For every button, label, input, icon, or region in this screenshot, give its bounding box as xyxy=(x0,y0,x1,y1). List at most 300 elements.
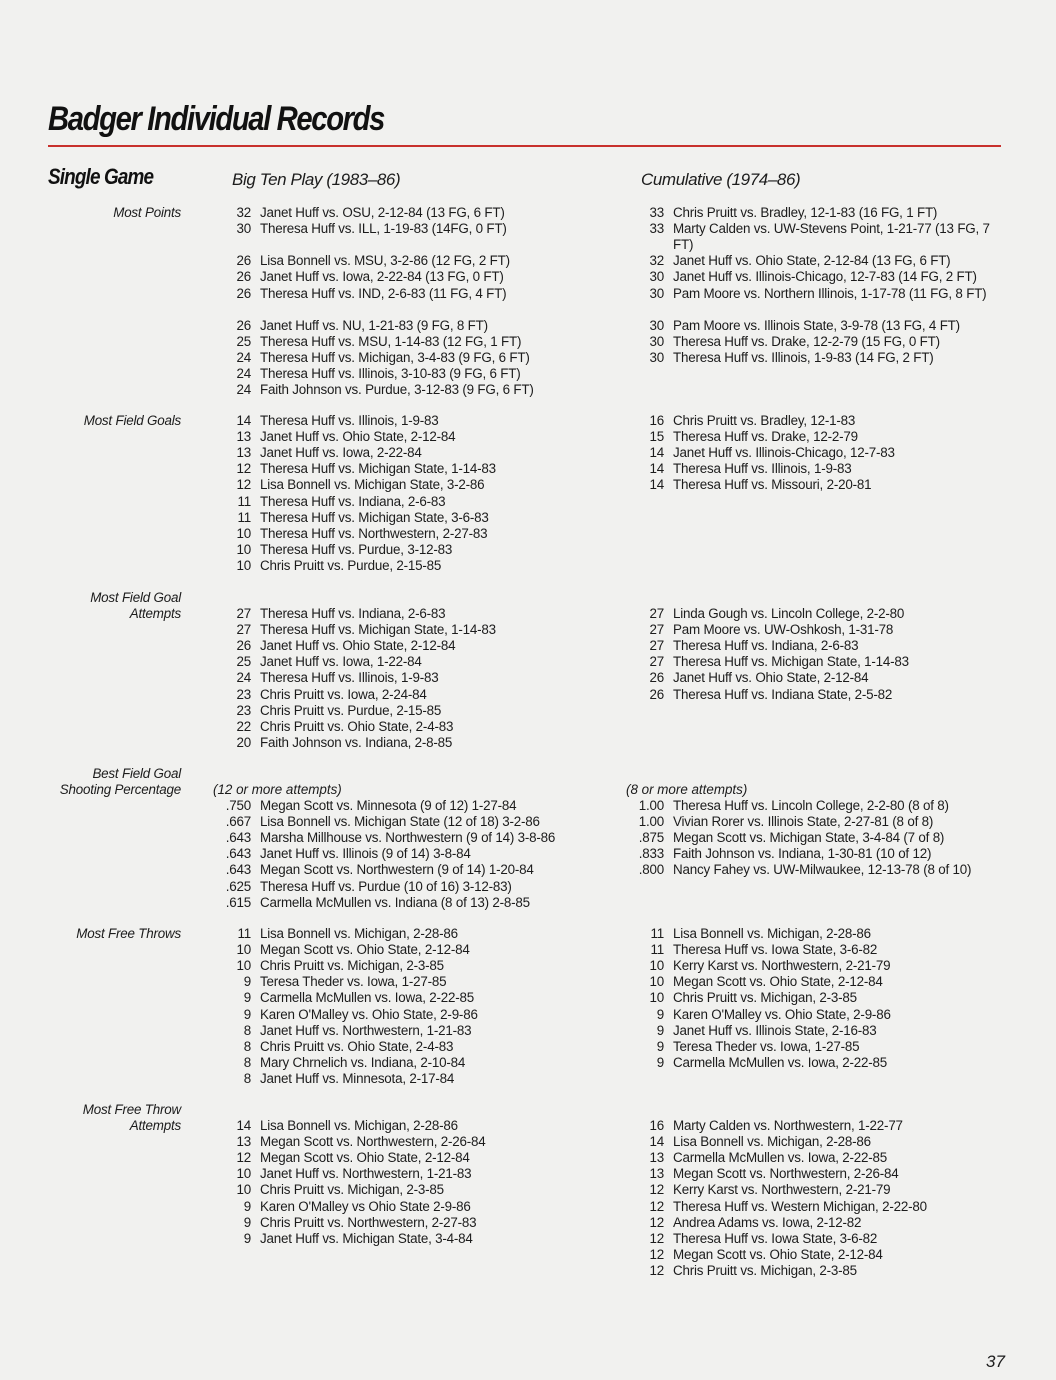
record-entry xyxy=(650,942,878,958)
record-entry xyxy=(236,1134,486,1150)
record-entry xyxy=(243,974,447,990)
record-entry xyxy=(649,285,1013,302)
record-holder: Chris Pruitt vs. Michigan, 2-3-85 xyxy=(673,990,857,1006)
record-value: 11 xyxy=(237,493,251,509)
record-holder: Theresa Huff vs. Lincoln College, 2-2-80 (8 of 8) xyxy=(673,798,949,813)
record-holder: Carmella McMullen vs. Indiana (8 of 13) 2-8-85 xyxy=(260,894,530,910)
record-value: 10 xyxy=(236,958,251,974)
record-holder: Theresa Huff vs. Iowa State, 3-6-82 xyxy=(673,1230,878,1246)
record-entry xyxy=(638,862,972,878)
record-entry xyxy=(237,509,489,526)
record-holder: Janet Huff vs. Iowa, 2-22-84 (13 FG, 0 FT) xyxy=(260,269,504,285)
record-holder: Nancy Fahey vs. UW-Milwaukee, 12-13-78 (8 of 10) xyxy=(673,862,972,878)
record-holder: Janet Huff vs. OSU, 2-12-84 (13 FG, 6 FT) xyxy=(260,205,505,220)
record-value: 23 xyxy=(236,702,251,718)
record-value: 13 xyxy=(649,1166,664,1182)
record-holder: Lisa Bonnell vs. Michigan, 2-28-86 xyxy=(260,1118,458,1133)
record-holder: Theresa Huff vs. Indiana State, 2-5-82 xyxy=(673,686,893,702)
record-entry xyxy=(236,317,488,334)
record-value: 10 xyxy=(236,1166,251,1182)
category-label xyxy=(11,1102,181,1134)
record-holder: Theresa Huff vs. Michigan State, 1-14-83 xyxy=(260,622,496,638)
record-value: 8 xyxy=(243,1054,251,1070)
record-holder: Janet Huff vs. Michigan State, 3-4-84 xyxy=(260,1230,473,1246)
record-value: 8 xyxy=(243,1038,251,1054)
record-holder: Theresa Huff vs. IND, 2-6-83 (11 FG, 4 FT) xyxy=(260,285,507,301)
record-holder: Theresa Huff vs. Michigan, 3-4-83 (9 FG, 6 FT) xyxy=(260,349,530,365)
record-value: 9 xyxy=(243,1230,251,1246)
record-value: .615 xyxy=(225,894,251,910)
record-holder: Linda Gough vs. Lincoln College, 2-2-80 xyxy=(673,606,905,621)
record-holder: Chris Pruitt vs. Bradley, 12-1-83 xyxy=(673,413,856,428)
category-label xyxy=(11,926,181,942)
record-holder: Theresa Huff vs. Purdue, 3-12-83 xyxy=(260,541,453,557)
record-holder: Theresa Huff vs. ILL, 1-19-83 (14FG, 0 FT) xyxy=(260,221,507,237)
category-label xyxy=(11,766,181,798)
category-label-line: Most Field Goals xyxy=(83,413,181,428)
record-holder: Kerry Karst vs. Northwestern, 2-21-79 xyxy=(673,1182,891,1198)
record-value: 30 xyxy=(649,349,664,365)
record-entry xyxy=(236,638,456,654)
record-entry xyxy=(649,461,852,477)
record-value: 8 xyxy=(243,1070,251,1086)
record-holder: Lisa Bonnell vs. Michigan, 2-28-86 xyxy=(673,1134,871,1150)
record-holder: Teresa Theder vs. Iowa, 1-27-85 xyxy=(673,1038,860,1054)
record-entry xyxy=(638,814,934,830)
record-holder: Janet Huff vs. Ohio State, 2-12-84 xyxy=(260,429,456,445)
record-holder: Theresa Huff vs. Michigan State, 1-14-83 xyxy=(673,654,909,670)
record-value: 13 xyxy=(236,1134,251,1150)
record-holder: Theresa Huff vs. Illinois, 3-10-83 (9 FG, 6 FT) xyxy=(260,366,521,381)
record-value: 10 xyxy=(236,557,251,573)
record-entry xyxy=(236,686,427,703)
record-value: 27 xyxy=(649,606,664,621)
record-holder: Janet Huff vs. Illinois (9 of 14) 3-8-84 xyxy=(260,846,471,862)
record-holder: Marsha Millhouse vs. Northwestern (9 of 14) 3-8-86 xyxy=(260,830,556,846)
record-value: 30 xyxy=(649,333,664,349)
record-entry xyxy=(649,622,894,638)
page-number: 37 xyxy=(986,1352,1005,1371)
record-value: 24 xyxy=(236,366,251,381)
record-holder: Janet Huff vs. Northwestern, 1-21-83 xyxy=(260,1022,472,1038)
record-entry xyxy=(649,1134,871,1150)
big-ten-note: (12 or more attempts) xyxy=(213,782,342,797)
record-entry xyxy=(236,654,422,670)
record-entry xyxy=(649,958,891,974)
record-value: 25 xyxy=(236,333,251,349)
record-holder: Marty Calden vs. UW-Stevens Point, 1-21-77 (13 FG, 7 FT) xyxy=(673,221,990,253)
record-entry xyxy=(649,990,857,1006)
record-value: 27 xyxy=(649,638,664,654)
record-holder: Chris Pruitt vs. Northwestern, 2-27-83 xyxy=(260,1214,477,1230)
record-value: 10 xyxy=(236,1182,251,1198)
record-holder: Theresa Huff vs. Drake, 12-2-79 (15 FG, 0 FT) xyxy=(673,333,940,349)
record-entry xyxy=(236,253,510,269)
category-label-line: Most Free Throw xyxy=(82,1102,181,1117)
record-holder: Pam Moore vs. UW-Oshkosh, 1-31-78 xyxy=(673,622,894,638)
record-value: 27 xyxy=(649,622,664,638)
record-value: 33 xyxy=(649,205,664,220)
record-entry xyxy=(649,654,909,670)
record-value: 26 xyxy=(649,686,664,702)
record-value: 11 xyxy=(650,926,664,941)
record-holder: Janet Huff vs. Ohio State, 2-12-84 xyxy=(673,670,869,686)
category-label-line: Most Free Throws xyxy=(76,926,181,941)
record-entry xyxy=(236,429,456,445)
record-entry xyxy=(237,493,446,510)
record-entry xyxy=(649,1150,888,1166)
record-value: .750 xyxy=(225,798,251,813)
record-entry xyxy=(649,269,977,285)
record-value: 1.00 xyxy=(638,814,664,830)
record-value: 9 xyxy=(243,1006,251,1022)
record-value: 14 xyxy=(236,1118,251,1133)
record-value: 26 xyxy=(236,285,251,301)
record-entry xyxy=(243,1214,477,1231)
record-value: .833 xyxy=(638,846,664,862)
record-entry xyxy=(649,1262,857,1279)
record-value: 14 xyxy=(236,413,251,428)
record-value: 26 xyxy=(236,317,251,333)
record-entry xyxy=(656,1006,891,1023)
record-entry xyxy=(649,974,883,990)
record-holder: Chris Pruitt vs. Michigan, 2-3-85 xyxy=(260,958,444,974)
record-value: 10 xyxy=(236,942,251,958)
record-holder: Janet Huff vs. Northwestern, 1-21-83 xyxy=(260,1166,472,1182)
record-holder: Vivian Rorer vs. Illinois State, 2-27-81 (8 of 8) xyxy=(673,814,934,830)
record-value: 25 xyxy=(236,654,251,670)
record-entry xyxy=(649,349,934,366)
record-entry xyxy=(225,798,517,814)
record-holder: Faith Johnson vs. Purdue, 3-12-83 (9 FG, 6 FT) xyxy=(260,382,534,398)
record-entry xyxy=(649,1166,899,1182)
record-value: 10 xyxy=(649,974,664,990)
record-value: .643 xyxy=(225,846,251,862)
record-value: 10 xyxy=(236,541,251,557)
record-holder: Chris Pruitt vs. Purdue, 2-15-85 xyxy=(260,702,442,718)
category-label-line: Attempts xyxy=(129,1118,181,1134)
record-entry xyxy=(638,830,945,846)
category-label-line: Shooting Percentage xyxy=(59,782,181,798)
record-holder: Megan Scott vs. Ohio State, 2-12-84 xyxy=(260,942,470,958)
record-value: 9 xyxy=(243,990,251,1006)
record-holder: Janet Huff vs. Illinois State, 2-16-83 xyxy=(673,1022,877,1038)
record-holder: Megan Scott vs. Northwestern, 2-26-84 xyxy=(260,1134,486,1150)
record-entry xyxy=(243,1230,473,1247)
record-entry xyxy=(649,670,869,686)
record-holder: Marty Calden vs. Northwestern, 1-22-77 xyxy=(673,1118,903,1133)
record-value: 9 xyxy=(656,1038,664,1054)
record-entry xyxy=(236,477,485,493)
record-value: .625 xyxy=(225,878,251,894)
record-entry xyxy=(649,221,1013,253)
record-entry xyxy=(656,1022,877,1039)
record-entry xyxy=(649,686,893,703)
record-holder: Megan Scott vs. Ohio State, 2-12-84 xyxy=(673,974,883,990)
record-holder: Pam Moore vs. Northern Illinois, 1-17-78 (11 FG, 8 FT) xyxy=(673,285,987,301)
record-entry xyxy=(236,221,507,237)
record-holder: Carmella McMullen vs. Iowa, 2-22-85 xyxy=(260,990,475,1006)
record-entry xyxy=(236,702,442,719)
record-value: 12 xyxy=(649,1262,664,1278)
record-holder: Janet Huff vs. Minnesota, 2-17-84 xyxy=(260,1070,455,1086)
record-entry xyxy=(649,638,859,654)
record-entry xyxy=(236,670,439,686)
category-label xyxy=(11,413,181,429)
record-holder: Janet Huff vs. Ohio State, 2-12-84 xyxy=(260,638,456,654)
record-value: 13 xyxy=(236,429,251,445)
record-value: 30 xyxy=(649,317,664,333)
category-label-line: Best Field Goal xyxy=(92,766,181,781)
record-holder: Theresa Huff vs. Indiana, 2-6-83 xyxy=(260,493,446,509)
record-value: 23 xyxy=(236,686,251,702)
record-holder: Faith Johnson vs. Indiana, 1-30-81 (10 of 12) xyxy=(673,846,932,862)
record-entry xyxy=(236,525,488,542)
record-entry xyxy=(225,814,540,830)
record-value: 9 xyxy=(243,1214,251,1230)
record-holder: Janet Huff vs. NU, 1-21-83 (9 FG, 8 FT) xyxy=(260,317,488,333)
record-entry xyxy=(656,1054,888,1071)
record-holder: Chris Pruitt vs. Iowa, 2-24-84 xyxy=(260,686,427,702)
record-entry xyxy=(243,1054,466,1071)
record-entry xyxy=(236,205,505,221)
record-value: 14 xyxy=(649,1134,664,1150)
record-value: 30 xyxy=(236,221,251,237)
record-holder: Chris Pruitt vs. Ohio State, 2-4-83 xyxy=(260,718,454,734)
record-holder: Theresa Huff vs. Purdue (10 of 16) 3-12-83) xyxy=(260,878,512,894)
record-holder: Theresa Huff vs. Indiana, 2-6-83 xyxy=(673,638,859,654)
record-value: .667 xyxy=(225,814,251,830)
record-value: 26 xyxy=(236,253,251,269)
section-title: Single Game xyxy=(48,164,154,189)
record-entry xyxy=(236,1118,458,1134)
record-value: 12 xyxy=(649,1230,664,1246)
record-value: 10 xyxy=(649,958,664,974)
page-title: Badger Individual Records xyxy=(48,100,385,138)
record-holder: Janet Huff vs. Ohio State, 2-12-84 (13 FG, 6 FT) xyxy=(673,253,951,269)
record-holder: Chris Pruitt vs. Bradley, 12-1-83 (16 FG, 1 FT) xyxy=(673,205,938,220)
record-holder: Megan Scott vs. Northwestern, 2-26-84 xyxy=(673,1166,899,1182)
record-entry xyxy=(649,429,858,445)
record-value: 9 xyxy=(243,974,251,990)
record-holder: Megan Scott vs. Ohio State, 2-12-84 xyxy=(260,1150,470,1166)
record-value: 15 xyxy=(649,429,664,445)
record-holder: Pam Moore vs. Illinois State, 3-9-78 (13 FG, 4 FT) xyxy=(673,317,960,333)
column-header-cumulative: Cumulative (1974–86) xyxy=(641,170,801,189)
record-value: 14 xyxy=(649,445,664,461)
record-entry xyxy=(649,253,951,269)
record-entry xyxy=(236,285,507,302)
record-value: 12 xyxy=(649,1198,664,1214)
record-value: 11 xyxy=(237,926,251,941)
record-holder: Theresa Huff vs. Drake, 12-2-79 xyxy=(673,429,858,445)
record-value: 13 xyxy=(236,445,251,461)
record-value: 13 xyxy=(649,1150,664,1166)
record-entry xyxy=(236,461,496,477)
record-entry xyxy=(236,1182,444,1198)
record-value: 11 xyxy=(237,509,251,525)
record-value: 33 xyxy=(649,221,664,237)
record-entry xyxy=(225,862,534,878)
record-entry xyxy=(236,718,454,735)
record-entry xyxy=(243,1070,455,1087)
record-entry xyxy=(225,846,471,862)
record-value: 32 xyxy=(236,205,251,220)
record-holder: Theresa Huff vs. Northwestern, 2-27-83 xyxy=(260,525,488,541)
record-value: 27 xyxy=(236,606,251,621)
record-value: 30 xyxy=(649,269,664,285)
record-entry xyxy=(236,333,522,350)
record-holder: Karen O'Malley vs. Ohio State, 2-9-86 xyxy=(260,1006,478,1022)
category-label xyxy=(11,590,181,622)
record-holder: Theresa Huff vs. Western Michigan, 2-22-80 xyxy=(673,1198,927,1214)
record-value: 32 xyxy=(649,253,664,269)
record-value: 30 xyxy=(649,285,664,301)
record-entry xyxy=(236,349,530,366)
record-holder: Janet Huff vs. Iowa, 1-22-84 xyxy=(260,654,422,670)
record-entry xyxy=(649,1246,883,1263)
category-label xyxy=(11,205,181,221)
record-holder: Chris Pruitt vs. Ohio State, 2-4-83 xyxy=(260,1038,454,1054)
record-value: 27 xyxy=(649,654,664,670)
record-holder: Theresa Huff vs. Illinois, 1-9-83 xyxy=(260,413,439,428)
record-holder: Carmella McMullen vs. Iowa, 2-22-85 xyxy=(673,1054,888,1070)
record-holder: Karen O'Malley vs Ohio State 2-9-86 xyxy=(260,1198,471,1214)
record-holder: Theresa Huff vs. Iowa State, 3-6-82 xyxy=(673,942,878,958)
record-value: 8 xyxy=(243,1022,251,1038)
record-holder: Andrea Adams vs. Iowa, 2-12-82 xyxy=(673,1214,862,1230)
record-value: 12 xyxy=(236,461,251,477)
record-entry xyxy=(649,445,895,461)
record-entry xyxy=(649,1198,927,1215)
record-value: 12 xyxy=(649,1214,664,1230)
record-entry xyxy=(649,606,905,622)
record-holder: Teresa Theder vs. Iowa, 1-27-85 xyxy=(260,974,447,990)
record-value: 11 xyxy=(650,942,664,958)
record-entry xyxy=(649,1214,862,1231)
record-entry xyxy=(650,926,871,942)
record-value: 12 xyxy=(649,1182,664,1198)
record-holder: Chris Pruitt vs. Purdue, 2-15-85 xyxy=(260,557,442,573)
record-holder: Kerry Karst vs. Northwestern, 2-21-79 xyxy=(673,958,891,974)
record-value: 26 xyxy=(236,269,251,285)
column-header-big-ten: Big Ten Play (1983–86) xyxy=(232,170,401,189)
record-holder: Megan Scott vs. Minnesota (9 of 12) 1-27-84 xyxy=(260,798,517,813)
record-holder: Theresa Huff vs. Michigan State, 3-6-83 xyxy=(260,509,489,525)
record-entry xyxy=(649,1230,878,1247)
record-holder: Janet Huff vs. Illinois-Chicago, 12-7-83 xyxy=(673,445,895,461)
record-holder: Chris Pruitt vs. Michigan, 2-3-85 xyxy=(260,1182,444,1198)
record-value: 16 xyxy=(649,1118,664,1133)
record-entry xyxy=(638,846,932,862)
record-entry xyxy=(649,1182,891,1198)
record-entry xyxy=(243,1006,478,1023)
record-entry xyxy=(236,1150,470,1166)
record-entry xyxy=(243,990,475,1006)
record-entry xyxy=(236,606,446,622)
title-rule xyxy=(48,145,1001,147)
record-holder: Mary Chrnelich vs. Indiana, 2-10-84 xyxy=(260,1054,466,1070)
record-holder: Carmella McMullen vs. Iowa, 2-22-85 xyxy=(673,1150,888,1166)
record-holder: Theresa Huff vs. Illinois, 1-9-83 (14 FG, 2 FT) xyxy=(673,349,934,365)
record-entry xyxy=(236,557,442,574)
record-holder: Theresa Huff vs. Illinois, 1-9-83 xyxy=(673,461,852,477)
record-holder: Theresa Huff vs. MSU, 1-14-83 (12 FG, 1 FT) xyxy=(260,333,522,349)
record-holder: Lisa Bonnell vs. Michigan, 2-28-86 xyxy=(673,926,871,941)
record-entry xyxy=(243,1038,454,1055)
record-holder: Chris Pruitt vs. Michigan, 2-3-85 xyxy=(673,1262,857,1278)
record-entry xyxy=(236,1166,472,1182)
record-value: .800 xyxy=(638,862,664,878)
record-holder: Theresa Huff vs. Illinois, 1-9-83 xyxy=(260,670,439,686)
record-entry xyxy=(236,541,453,558)
record-entry xyxy=(649,333,940,350)
record-entry xyxy=(236,622,496,638)
record-value: 12 xyxy=(649,1246,664,1262)
record-entry xyxy=(236,734,453,751)
record-value: 24 xyxy=(236,349,251,365)
record-entry xyxy=(225,830,556,846)
record-holder: Faith Johnson vs. Indiana, 2-8-85 xyxy=(260,734,453,750)
record-value: 10 xyxy=(649,990,664,1006)
record-entry xyxy=(649,477,872,493)
record-holder: Janet Huff vs. Illinois-Chicago, 12-7-83 (14 FG, 2 FT) xyxy=(673,269,977,285)
record-value: 22 xyxy=(236,718,251,734)
cumulative-note: (8 or more attempts) xyxy=(626,782,748,797)
record-entry xyxy=(236,269,504,285)
record-holder: Lisa Bonnell vs. Michigan State, 3-2-86 xyxy=(260,477,485,493)
record-value: 9 xyxy=(656,1022,664,1038)
record-entry xyxy=(638,798,949,814)
record-value: .643 xyxy=(225,862,251,878)
record-entry xyxy=(243,1022,472,1039)
record-holder: Janet Huff vs. Iowa, 2-22-84 xyxy=(260,445,422,461)
record-value: 9 xyxy=(656,1006,664,1022)
record-value: 9 xyxy=(243,1198,251,1214)
record-holder: Lisa Bonnell vs. Michigan State (12 of 18) 3-2-86 xyxy=(260,814,540,830)
record-value: 12 xyxy=(236,1150,251,1166)
record-entry xyxy=(225,878,512,895)
record-value: 10 xyxy=(236,525,251,541)
record-holder: Megan Scott vs. Northwestern (9 of 14) 1-20-84 xyxy=(260,862,534,878)
record-entry xyxy=(237,926,458,942)
record-holder: Theresa Huff vs. Missouri, 2-20-81 xyxy=(673,477,872,493)
record-entry xyxy=(649,1118,903,1134)
record-holder: Lisa Bonnell vs. MSU, 3-2-86 (12 FG, 2 FT) xyxy=(260,253,510,269)
record-value: 26 xyxy=(649,670,664,686)
record-entry xyxy=(236,413,439,429)
record-entry xyxy=(236,958,444,974)
record-holder: Theresa Huff vs. Michigan State, 1-14-83 xyxy=(260,461,496,477)
record-value: 24 xyxy=(236,382,251,398)
record-holder: Megan Scott vs. Michigan State, 3-4-84 (7 of 8) xyxy=(673,830,945,846)
record-entry xyxy=(236,366,521,382)
record-entry xyxy=(236,445,422,461)
record-value: 20 xyxy=(236,734,251,750)
record-value: 14 xyxy=(649,477,664,493)
record-value: 12 xyxy=(236,477,251,493)
record-entry xyxy=(656,1038,860,1055)
record-entry xyxy=(649,205,938,221)
record-entry xyxy=(649,413,856,429)
record-entry xyxy=(243,1198,471,1215)
record-holder: Lisa Bonnell vs. Michigan, 2-28-86 xyxy=(260,926,458,941)
record-holder: Megan Scott vs. Ohio State, 2-12-84 xyxy=(673,1246,883,1262)
record-value: 16 xyxy=(649,413,664,428)
record-value: 26 xyxy=(236,638,251,654)
record-entry xyxy=(236,382,534,398)
record-value: 14 xyxy=(649,461,664,477)
